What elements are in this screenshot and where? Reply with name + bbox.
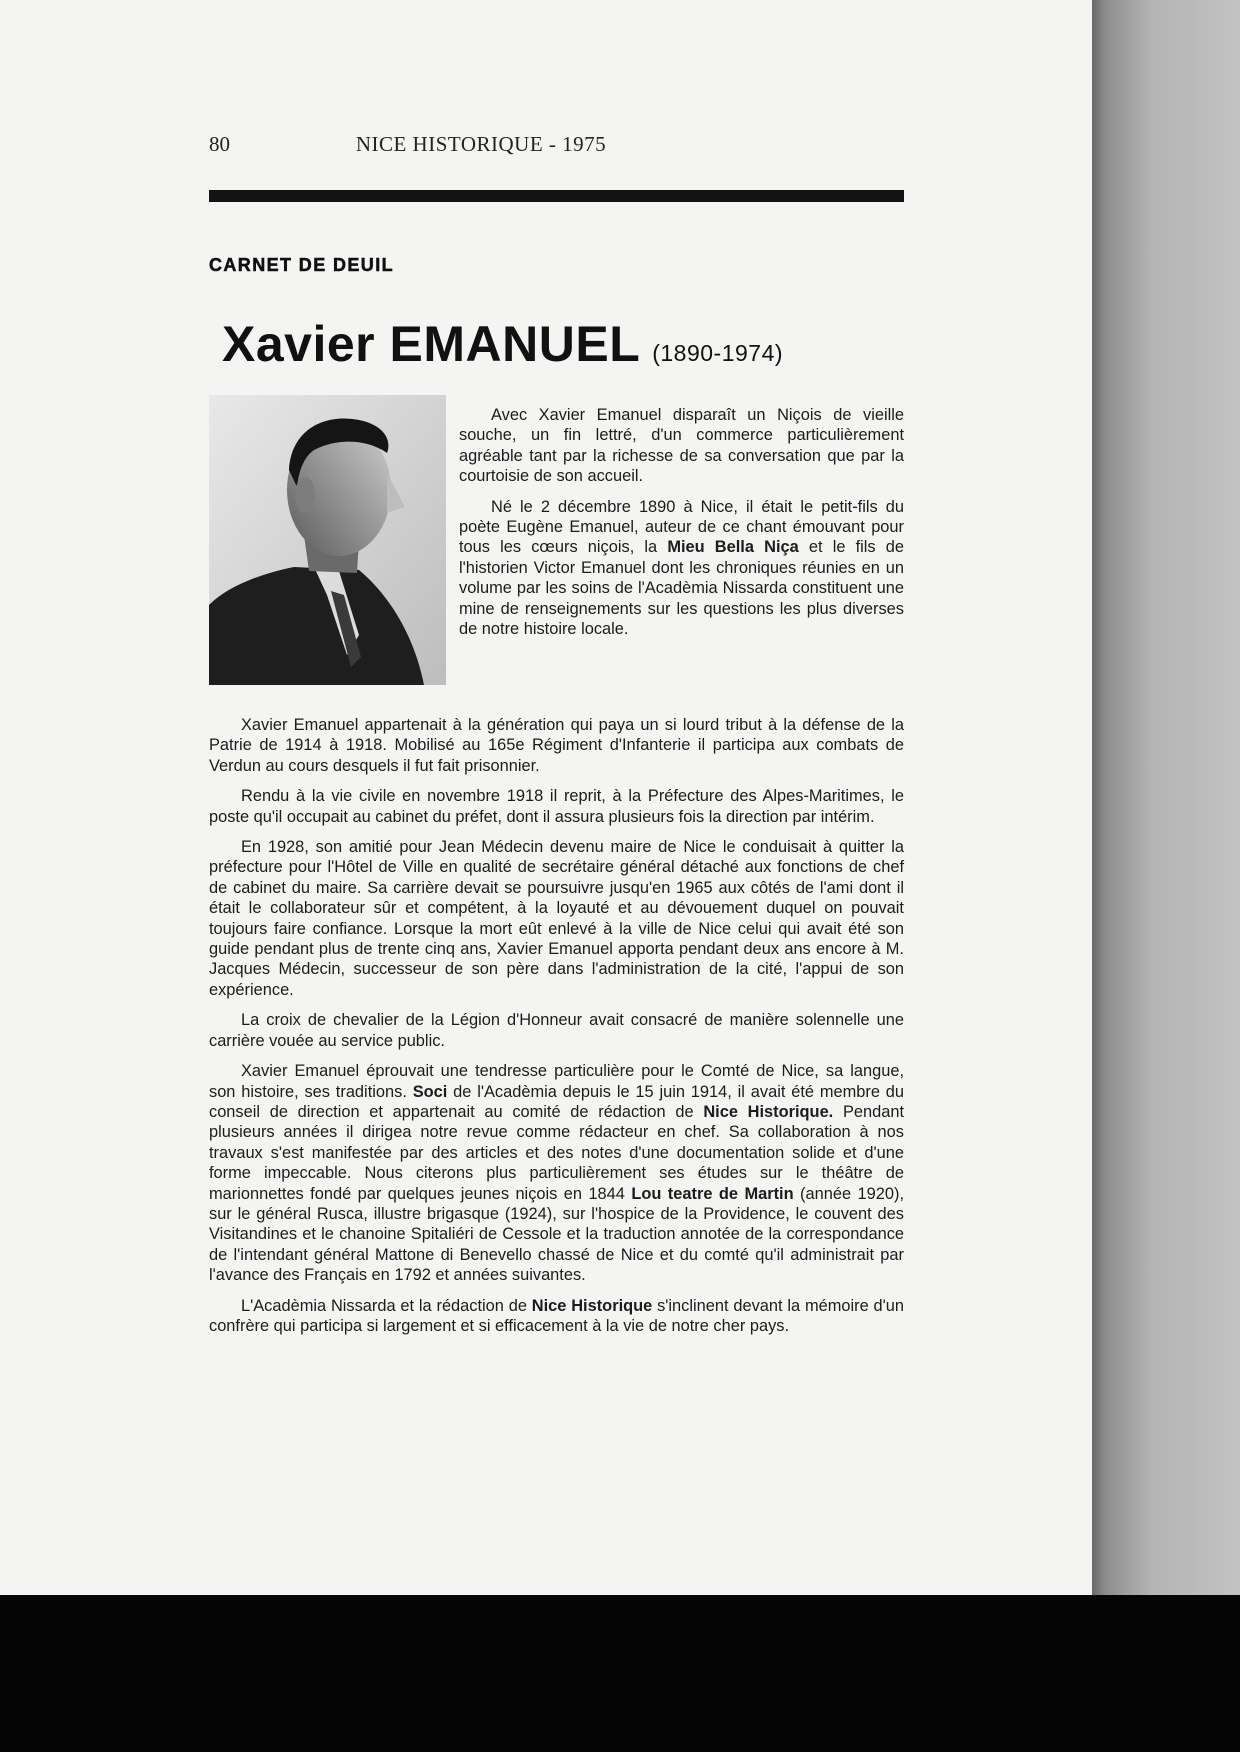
person-name: Xavier EMANUEL bbox=[222, 316, 641, 372]
journal-title: Nice Historique. bbox=[703, 1102, 834, 1121]
paragraph-7-text-b: de l'Acadèmia depuis le 15 juin 1914, il avait été membre du conseil de direction et appartenait au comité de rédaction de bbox=[209, 1082, 904, 1121]
portrait-photo bbox=[209, 395, 446, 685]
main-text bbox=[209, 715, 904, 1346]
running-title: NICE HISTORIQUE - 1975 bbox=[355, 132, 607, 156]
paragraph-5: En 1928, son amitié pour Jean Médecin devenu maire de Nice le conduisait à quitter la préfecture pour l'Hôtel de Ville en qualité de secrétaire général détaché aux fonctions de chef de cabinet du maire. Sa carrière devait se poursuivre jusqu'en 1965 aux côtés de l'ami dont il était le collaborateur sûr et compétent, à la loyauté et au dévouement duquel on pouvait toujours faire confiance. Lorsque la mort eût enlevé à la ville de Nice celui qui avait été son guide pendant plus de trente cinq ans, Xavier Emanuel apporta pendant deux ans encore à M. Jacques Médecin, successeur de son père dans l'administration de la cité, l'appui de son expérience. bbox=[209, 838, 904, 999]
paragraph-2 bbox=[459, 497, 904, 640]
study-title: Lou teatre de Martin bbox=[631, 1184, 794, 1203]
paragraph-3: Xavier Emanuel appartenait à la génération qui paya un si lourd tribut à la défense de la Patrie de 1914 à 1918. Mobilisé au 165e Régiment d'Infanterie il participa aux combats de Verdun au cours desquels il fut fait prisonnier. bbox=[209, 716, 904, 775]
obituary-title bbox=[222, 315, 783, 373]
journal-title-closing: Nice Historique bbox=[531, 1296, 653, 1315]
intro-column bbox=[459, 405, 904, 649]
portrait-silhouette-icon bbox=[209, 395, 446, 685]
paragraph-2-text-a: Né le 2 décembre 1890 à Nice, il était le petit-fils du poète Eugène Emanuel, auteur de ce chant émouvant pour tous les cœurs niçois, la bbox=[459, 497, 904, 557]
top-divider-rule bbox=[209, 190, 904, 202]
paragraph-7-text-c: Pendant plusieurs années il dirigea notre revue comme rédacteur en chef. Sa collaboration à nos travaux s'est manifestée par des articles et des notes d'une documentation solide et d'une forme impeccable. Nous citerons plus particulièrement ses études sur le théâtre de marionnettes fondé par quelques jeunes niçois en 1844 bbox=[209, 1102, 905, 1203]
page-number: 80 bbox=[209, 132, 230, 156]
song-title: Mieu Bella Niça bbox=[667, 538, 799, 557]
paragraph-2-text-b: et le fils de l'historien Victor Emanuel dont les chroniques réunies en un volume par les soins de l'Acadèmia Nissarda constituent une mine de renseignements sur les questions les plus diverses de notre histoire locale. bbox=[459, 538, 904, 639]
paragraph-7 bbox=[209, 1061, 904, 1285]
binding-shadow bbox=[1092, 0, 1240, 1595]
soci-label: Soci bbox=[412, 1082, 448, 1101]
paragraph-8-text-a: L'Acadèmia Nissarda et la rédaction de bbox=[241, 1296, 532, 1315]
paragraph-8-text-b: s'inclinent devant la mémoire d'un confrère qui participa si largement et si efficacement à la vie de notre cher pays. bbox=[209, 1296, 904, 1335]
life-dates: (1890-1974) bbox=[652, 340, 784, 366]
paragraph-4: Rendu à la vie civile en novembre 1918 il reprit, à la Préfecture des Alpes-Maritimes, le poste qu'il occupait au cabinet du préfet, dont il assura plusieurs fois la direction par intérim. bbox=[209, 787, 904, 826]
paragraph-7-text-d: (année 1920), sur le général Rusca, illustre brigasque (1924), sur l'hospice de la Providence, le couvent des Visitandines et le chanoine Spitaliéri de Cessole et la traduction annotée de la correspondance de l'intendant général Mattone di Benevello chassé de Nice et du comté qu'il administrait par l'avance des Français en 1792 et années suivantes. bbox=[209, 1184, 904, 1285]
scan-border bbox=[0, 1595, 1240, 1752]
paragraph-7-text-a: Xavier Emanuel éprouvait une tendresse particulière pour le Comté de Nice, sa langue, son histoire, ses traditions. bbox=[209, 1062, 904, 1101]
paragraph-1: Avec Xavier Emanuel disparaît un Niçois de vieille souche, un fin lettré, d'un commerce particulièrement agréable tant par la richesse de sa conversation que par la courtoisie de son accueil. bbox=[459, 406, 904, 486]
paragraph-8 bbox=[209, 1296, 904, 1337]
section-rubric: CARNET DE DEUIL bbox=[209, 255, 395, 275]
paragraph-6: La croix de chevalier de la Légion d'Honneur avait consacré de manière solennelle une carrière vouée au service public. bbox=[209, 1011, 904, 1050]
